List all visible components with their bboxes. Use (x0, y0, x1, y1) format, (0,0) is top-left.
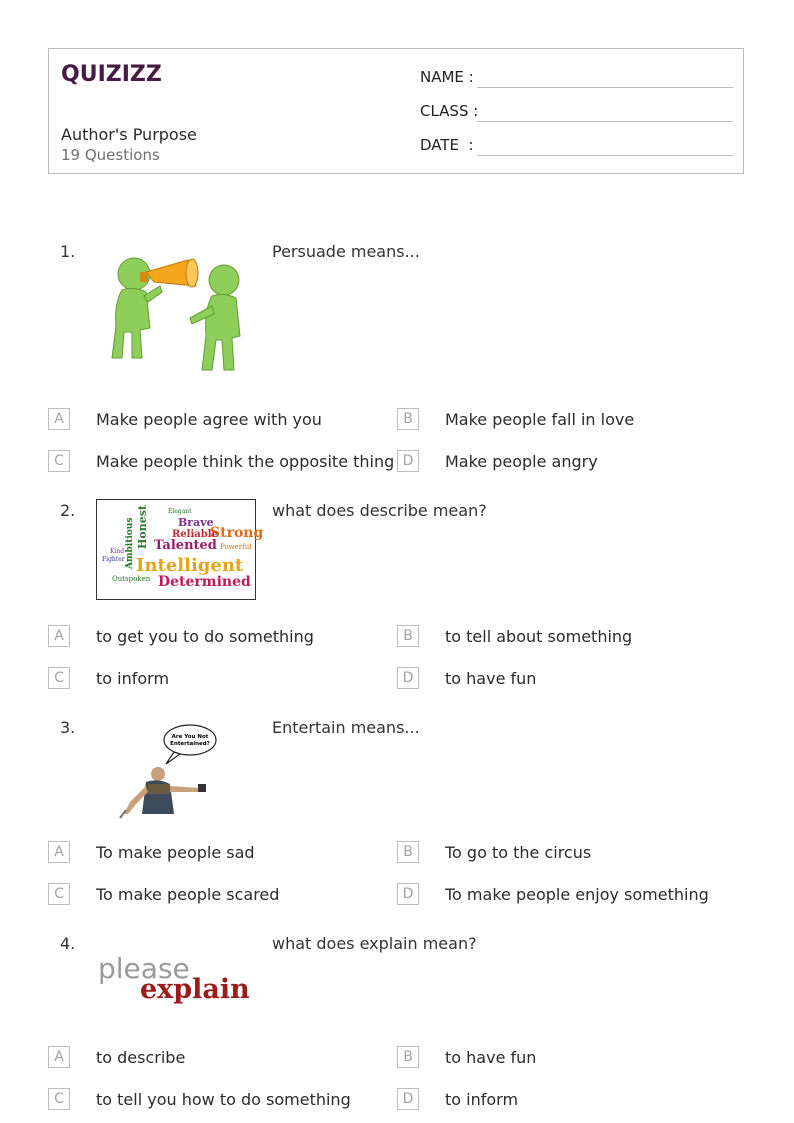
class-label: CLASS : (420, 102, 479, 120)
svg-text:please: please (98, 952, 190, 985)
option-c-letter[interactable]: C (48, 667, 70, 689)
question-text: what does explain mean? (272, 934, 477, 953)
date-label: DATE : (420, 136, 474, 154)
date-line (477, 155, 733, 156)
please-explain-image (96, 950, 258, 1004)
megaphone-figures-image (96, 246, 256, 376)
svg-text:Fighter: Fighter (102, 556, 125, 563)
svg-text:Determined: Determined (158, 574, 251, 590)
option-a-text: to describe (96, 1048, 186, 1067)
svg-text:Reliable: Reliable (172, 529, 218, 540)
svg-text:Powerful: Powerful (220, 543, 252, 551)
option-d-text: Make people angry (445, 452, 598, 471)
question-text: what does describe mean? (272, 501, 487, 520)
option-c-text: to tell you how to do something (96, 1090, 351, 1109)
option-a-letter[interactable]: A (48, 1046, 70, 1068)
option-d-letter[interactable]: D (397, 1088, 419, 1110)
option-a-text: To make people sad (96, 843, 255, 862)
svg-text:Are You Not: Are You Not (171, 734, 209, 740)
option-c-text: Make people think the opposite thing (96, 452, 395, 471)
option-b-letter[interactable]: B (397, 408, 419, 430)
option-d-text: to inform (445, 1090, 519, 1109)
class-line (477, 121, 733, 122)
option-c-text: To make people scared (96, 885, 280, 904)
svg-text:explain: explain (140, 974, 250, 1005)
option-d-text: To make people enjoy something (445, 885, 709, 904)
svg-text:QUIZIZZ: QUIZIZZ (61, 62, 162, 87)
svg-text:Entertained?: Entertained? (170, 741, 210, 747)
option-a-text: Make people agree with you (96, 410, 322, 429)
option-d-letter[interactable]: D (397, 667, 419, 689)
option-d-letter[interactable]: D (397, 450, 419, 472)
question-number: 1. (60, 242, 76, 261)
option-c-letter[interactable]: C (48, 883, 70, 905)
svg-text:Outspoken: Outspoken (112, 575, 151, 583)
worksheet-header (48, 48, 744, 174)
option-c-letter[interactable]: C (48, 1088, 70, 1110)
quizizz-logo (61, 59, 161, 89)
option-b-letter[interactable]: B (397, 1046, 419, 1068)
svg-text:Talented: Talented (154, 538, 217, 553)
question-text: Persuade means... (272, 242, 420, 261)
option-b-letter[interactable]: B (397, 841, 419, 863)
svg-text:Strong: Strong (210, 525, 264, 541)
option-b-letter[interactable]: B (397, 625, 419, 647)
question-number: 3. (60, 718, 76, 737)
name-line (477, 87, 733, 88)
option-a-text: to get you to do something (96, 627, 314, 646)
svg-text:Honest: Honest (136, 505, 149, 549)
question-number: 2. (60, 501, 76, 520)
svg-text:Intelligent: Intelligent (136, 555, 244, 576)
worksheet-title: Author's Purpose (61, 125, 197, 144)
option-b-text: To go to the circus (445, 843, 592, 862)
gladiator-image (96, 722, 256, 818)
svg-text:Kind: Kind (110, 548, 125, 555)
option-c-text: to inform (96, 669, 170, 688)
option-b-text: to tell about something (445, 627, 633, 646)
option-c-letter[interactable]: C (48, 450, 70, 472)
question-text: Entertain means... (272, 718, 420, 737)
name-label: NAME : (420, 68, 474, 86)
question-count: 19 Questions (61, 146, 160, 164)
svg-text:Brave: Brave (178, 516, 214, 529)
option-a-letter[interactable]: A (48, 841, 70, 863)
option-d-letter[interactable]: D (397, 883, 419, 905)
svg-text:Ambitious: Ambitious (125, 517, 135, 569)
svg-text:Elegant: Elegant (168, 508, 192, 515)
word-cloud-image (96, 499, 264, 600)
option-b-text: to have fun (445, 1048, 537, 1067)
question-number: 4. (60, 934, 76, 953)
option-a-letter[interactable]: A (48, 408, 70, 430)
option-a-letter[interactable]: A (48, 625, 70, 647)
option-d-text: to have fun (445, 669, 537, 688)
option-b-text: Make people fall in love (445, 410, 635, 429)
